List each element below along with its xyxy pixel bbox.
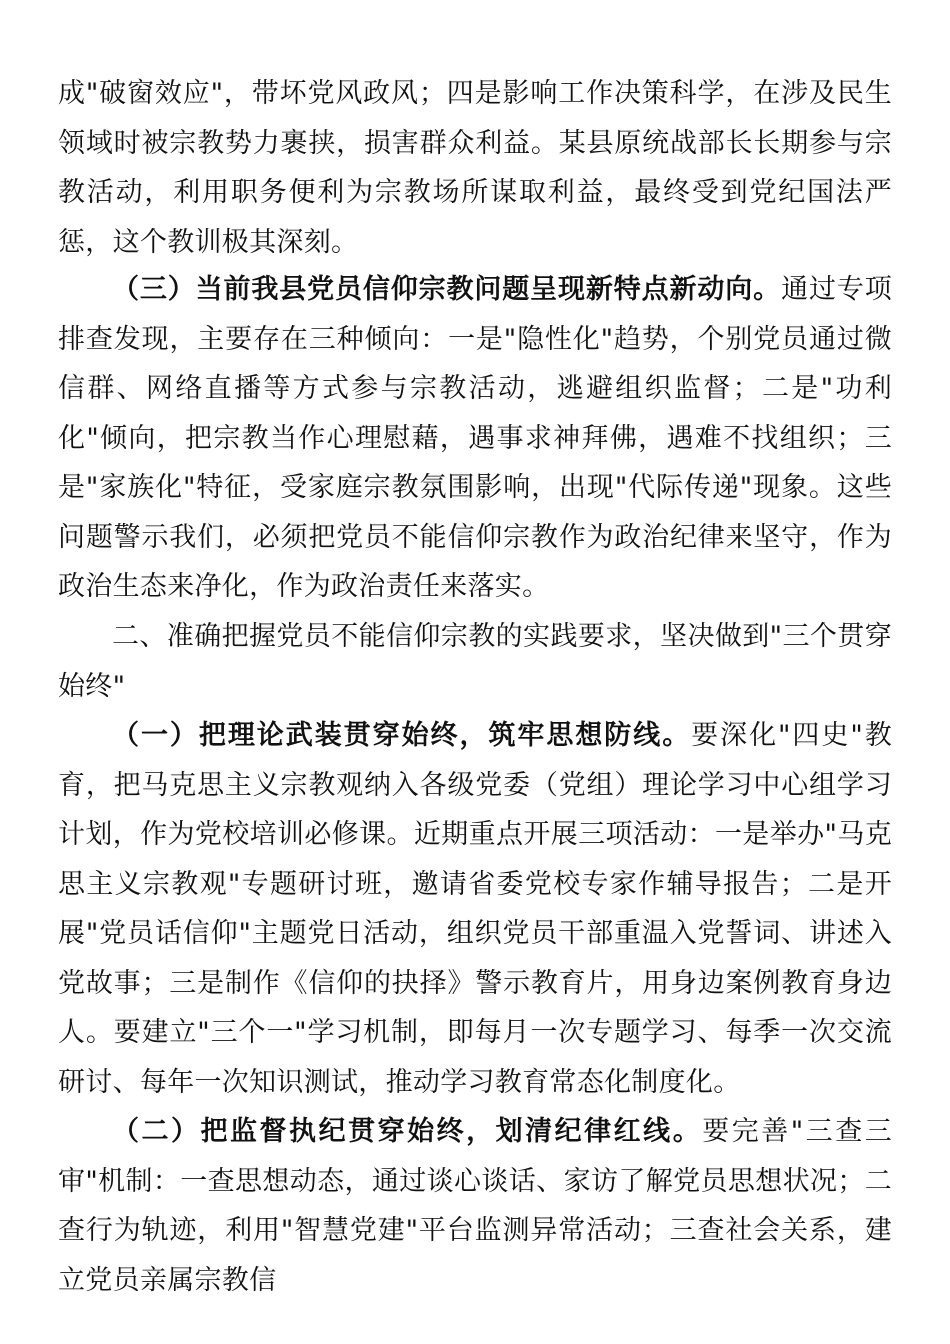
section-heading-2 bbox=[58, 612, 892, 711]
paragraph-4 bbox=[58, 711, 892, 1107]
paragraph-5-heading: （二）把监督执纪贯穿始终，划清纪律红线。 bbox=[112, 1116, 703, 1147]
paragraph-4-heading: （一）把理论武装贯穿始终，筑牢思想防线。 bbox=[112, 720, 692, 751]
paragraph-4-text: 要深化"四史"教育，把马克思主义宗教观纳入各级党委（党组）理论学习中心组学习计划，作为党校培训必修课。近期重点开展三项活动：一是举办"马克思主义宗教观"专题研讨班，邀请省委党校专家作辅导报告；二是开展"党员话信仰"主题党日活动，组织党员干部重温入党誓词、讲述入党故事；三是制作《信仰的抉择》警示教育片，用身边案例教育身边人。要建立"三个一"学习机制，即每月一次专题学习、每季一次交流研讨、每年一次知识测试，推动学习教育常态化制度化。 bbox=[58, 720, 892, 1098]
paragraph-1 bbox=[58, 69, 892, 267]
paragraph-5 bbox=[58, 1107, 892, 1305]
section-heading-2-text: 二、准确把握党员不能信仰宗教的实践要求，坚决做到"三个贯穿始终" bbox=[58, 621, 892, 702]
paragraph-2-heading: （三）当前我县党员信仰宗教问题呈现新特点新动向。 bbox=[112, 274, 782, 305]
paragraph-1-text: 成"破窗效应"，带坏党风政风；四是影响工作决策科学，在涉及民生领域时被宗教势力裹挟，损害群众利益。某县原统战部长长期参与宗教活动，利用职务便利为宗教场所谋取利益，最终受到党纪国法严惩，这个教训极其深刻。 bbox=[58, 78, 892, 258]
paragraph-5-text: 要完善"三查三审"机制：一查思想动态，通过谈心谈话、家访了解党员思想状况；二查行为轨迹，利用"智慧党建"平台监测异常活动；三查社会关系，建立党员亲属宗教信 bbox=[58, 1116, 892, 1296]
paragraph-2-text: 通过专项排查发现，主要存在三种倾向：一是"隐性化"趋势，个别党员通过微信群、网络直播等方式参与宗教活动，逃避组织监督；二是"功利化"倾向，把宗教当作心理慰藉，遇事求神拜佛，遇难不找组织；三是"家族化"特征，受家庭宗教氛围影响，出现"代际传递"现象。这些问题警示我们，必须把党员不能信仰宗教作为政治纪律来坚守，作为政治生态来净化，作为政治责任来落实。 bbox=[58, 274, 892, 602]
paragraph-5-body bbox=[58, 1107, 892, 1305]
paragraph-4-body bbox=[58, 711, 892, 1107]
paragraph-2-body bbox=[58, 265, 892, 612]
paragraph-2 bbox=[58, 265, 892, 612]
